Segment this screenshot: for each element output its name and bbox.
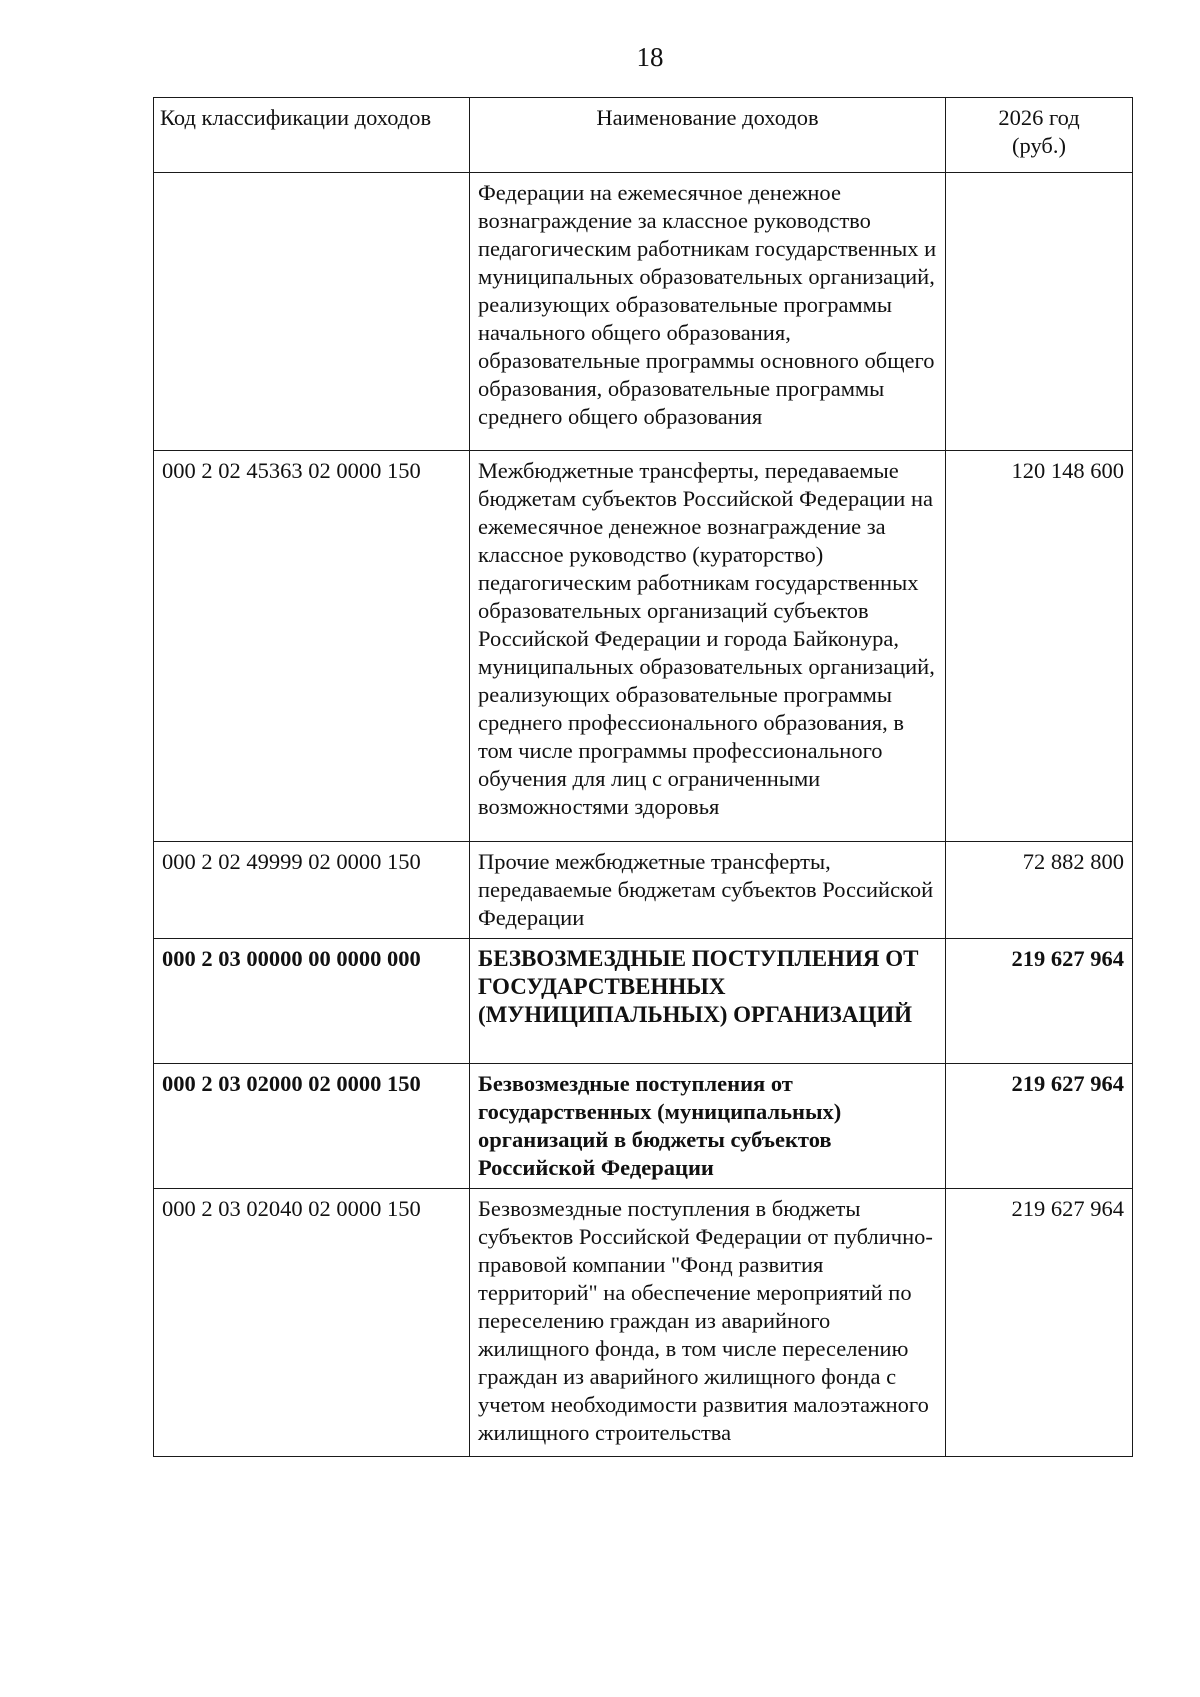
header-code: Код классификации доходов	[154, 98, 470, 173]
header-name: Наименование доходов	[470, 98, 946, 173]
row-code: 000 2 03 00000 00 0000 000	[154, 939, 470, 1064]
income-table	[153, 97, 1133, 1457]
row-name: Межбюджетные трансферты, передаваемые бюджетам субъектов Российской Федерации на ежемесячное денежное вознаграждение за классное руководство (кураторство) педагогическим работникам государственных образовательных организаций субъектов Российской Федерации и города Байконура, муниципальных образовательных организаций, реализующих образовательные программы среднего профессионального образования, в том числе программы профессионального обучения для лиц с ограниченными возможностями здоровья	[470, 451, 946, 842]
row-value: 219 627 964	[946, 1064, 1133, 1189]
table-row	[154, 451, 1133, 842]
row-value: 72 882 800	[946, 842, 1133, 939]
row-code: 000 2 02 45363 02 0000 150	[154, 451, 470, 842]
row-code: 000 2 02 49999 02 0000 150	[154, 842, 470, 939]
row-value: 120 148 600	[946, 451, 1133, 842]
table-row	[154, 842, 1133, 939]
table-row	[154, 1189, 1133, 1457]
table-header-row	[154, 98, 1133, 173]
row-code	[154, 173, 470, 451]
table-row	[154, 939, 1133, 1064]
row-value: 219 627 964	[946, 939, 1133, 1064]
row-name: Безвозмездные поступления от государственных (муниципальных) организаций в бюджеты субъектов Российской Федерации	[470, 1064, 946, 1189]
row-name: БЕЗВОЗМЕЗДНЫЕ ПОСТУПЛЕНИЯ ОТ ГОСУДАРСТВЕННЫХ (МУНИЦИПАЛЬНЫХ) ОРГАНИЗАЦИЙ	[470, 939, 946, 1064]
header-value	[946, 98, 1133, 173]
header-value-unit: (руб.)	[1012, 133, 1066, 158]
table-row	[154, 1064, 1133, 1189]
row-name: Безвозмездные поступления в бюджеты субъектов Российской Федерации от публично-правовой компании "Фонд развития территорий" на обеспечение мероприятий по переселению граждан из аварийного жилищного фонда, в том числе переселению граждан из аварийного жилищного фонда с учетом необходимости развития малоэтажного жилищного строительства	[470, 1189, 946, 1457]
row-value: 219 627 964	[946, 1189, 1133, 1457]
row-code: 000 2 03 02040 02 0000 150	[154, 1189, 470, 1457]
header-value-year: 2026 год	[998, 105, 1080, 130]
table-row	[154, 173, 1133, 451]
row-name: Федерации на ежемесячное денежное вознаграждение за классное руководство педагогическим работникам государственных и муниципальных образовательных организаций, реализующих образовательные программы начального общего образования, образовательные программы основного общего образования, образовательные программы среднего общего образования	[470, 173, 946, 451]
row-code: 000 2 03 02000 02 0000 150	[154, 1064, 470, 1189]
page-number: 18	[636, 42, 664, 72]
row-value	[946, 173, 1133, 451]
row-name: Прочие межбюджетные трансферты, передаваемые бюджетам субъектов Российской Федерации	[470, 842, 946, 939]
